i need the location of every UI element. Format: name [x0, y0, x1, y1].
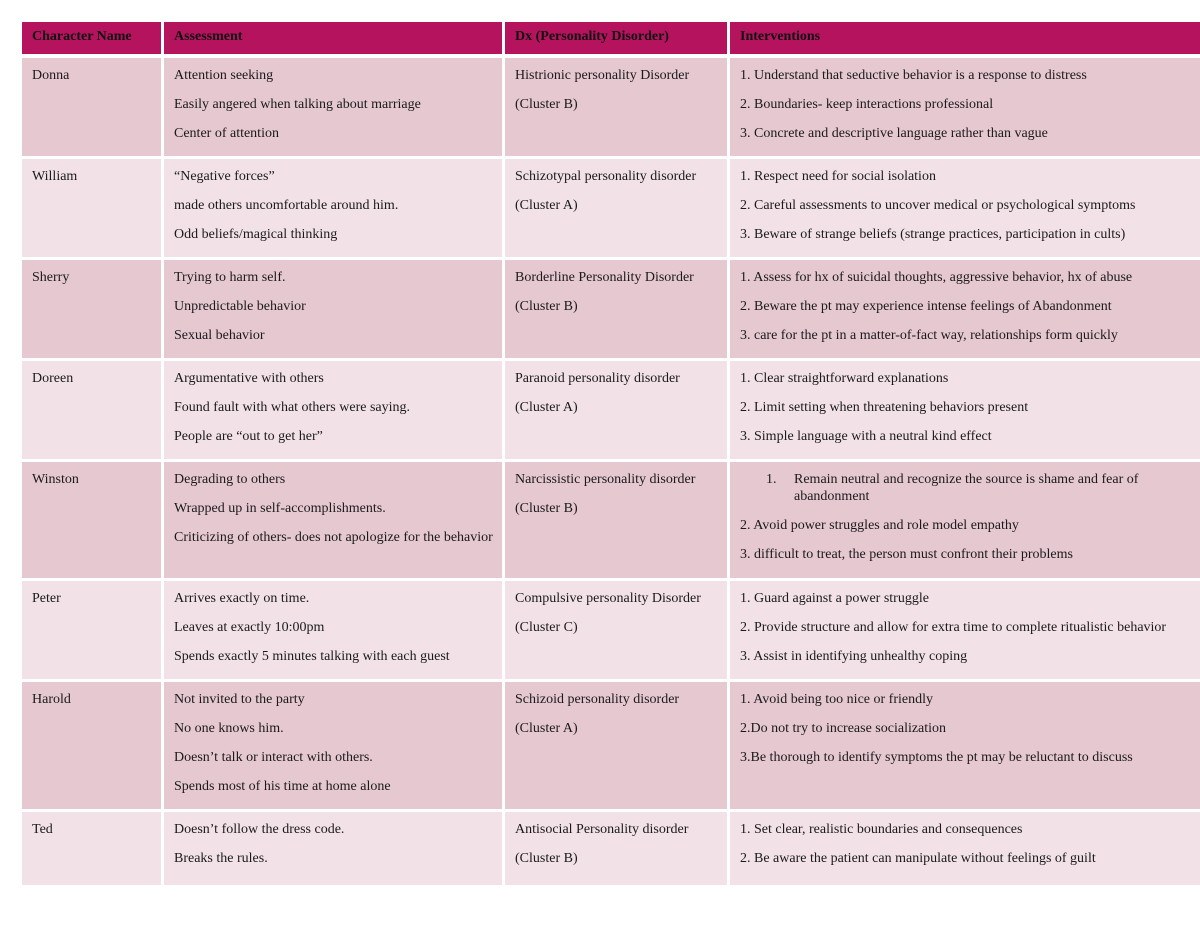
dx-line: Schizotypal personality disorder [515, 169, 697, 184]
dx-cluster: (Cluster C) [515, 620, 578, 635]
assessment-line: Attention seeking [174, 68, 274, 83]
character-name: Harold [22, 682, 164, 812]
intervention-line: 1. Assess for hx of suicidal thoughts, aggressive behavior, hx of abuse [740, 270, 1133, 285]
table-row [22, 58, 1200, 159]
interventions-cell [730, 58, 1200, 159]
dx-cell [505, 682, 730, 812]
table-row [22, 361, 1200, 462]
table-row [22, 682, 1200, 812]
intervention-line: 3. Beware of strange beliefs (strange practices, participation in cults) [740, 227, 1126, 242]
character-name: William [22, 159, 164, 260]
intervention-line: 2.Do not try to increase socialization [740, 721, 947, 736]
intervention-line: 2. Limit setting when threatening behaviors present [740, 400, 1029, 415]
character-name: Peter [22, 581, 164, 682]
intervention-text: Remain neutral and recognize the source is shame and fear of abandonment [794, 472, 1139, 504]
dx-cluster: (Cluster B) [515, 299, 578, 314]
dx-line: Histrionic personality Disorder [515, 68, 690, 83]
character-name: Donna [22, 58, 164, 159]
header-dx: Dx (Personality Disorder) [505, 22, 730, 58]
assessment-line: Leaves at exactly 10:00pm [174, 620, 325, 635]
intervention-line: 3. Assist in identifying unhealthy coping [740, 649, 968, 664]
assessment-line: Spends exactly 5 minutes talking with each guest [174, 649, 450, 664]
character-name: Doreen [22, 361, 164, 462]
assessment-line: “Negative forces” [174, 169, 275, 184]
dx-cell [505, 462, 730, 581]
assessment-cell [164, 361, 505, 462]
assessment-line: Center of attention [174, 126, 279, 141]
assessment-cell [164, 682, 505, 812]
assessment-cell [164, 159, 505, 260]
intervention-line: 2. Be aware the patient can manipulate without feelings of guilt [740, 851, 1096, 866]
assessment-line: Doesn’t follow the dress code. [174, 822, 345, 837]
intervention-line: 2. Avoid power struggles and role model empathy [740, 518, 1019, 533]
interventions-cell [730, 260, 1200, 361]
interventions-cell [730, 581, 1200, 682]
interventions-cell [730, 812, 1200, 888]
dx-cluster: (Cluster B) [515, 97, 578, 112]
interventions-cell [730, 361, 1200, 462]
header-interventions: Interventions [730, 22, 1200, 58]
assessment-line: Criticizing of others- does not apologize for the behavior [174, 530, 493, 545]
intervention-line: 3.Be thorough to identify symptoms the pt may be reluctant to discuss [740, 750, 1133, 765]
intervention-line: 2. Boundaries- keep interactions professional [740, 97, 994, 112]
interventions-cell [730, 462, 1200, 581]
table-row [22, 812, 1200, 888]
dx-cluster: (Cluster A) [515, 198, 578, 213]
personality-disorder-table [22, 22, 1200, 888]
dx-cluster: (Cluster A) [515, 721, 578, 736]
assessment-line: Spends most of his time at home alone [174, 779, 391, 794]
assessment-line: Sexual behavior [174, 328, 265, 343]
dx-cell [505, 581, 730, 682]
dx-cell [505, 812, 730, 888]
assessment-cell [164, 581, 505, 682]
assessment-cell [164, 58, 505, 159]
assessment-cell [164, 462, 505, 581]
intervention-line [740, 471, 1200, 505]
table-row [22, 159, 1200, 260]
assessment-line: Odd beliefs/magical thinking [174, 227, 338, 242]
intervention-line: 1. Respect need for social isolation [740, 169, 936, 184]
personality-disorder-table-wrapper [22, 22, 1200, 888]
dx-line: Narcissistic personality disorder [515, 472, 696, 487]
interventions-cell [730, 159, 1200, 260]
table-row [22, 581, 1200, 682]
intervention-line: 1. Set clear, realistic boundaries and consequences [740, 822, 1023, 837]
dx-cell [505, 361, 730, 462]
dx-line: Compulsive personality Disorder [515, 591, 701, 606]
list-number: 1. [766, 472, 777, 487]
dx-cell [505, 58, 730, 159]
assessment-line: Found fault with what others were saying. [174, 400, 411, 415]
table-row [22, 462, 1200, 581]
intervention-line: 1. Avoid being too nice or friendly [740, 692, 933, 707]
intervention-line: 1. Understand that seductive behavior is a response to distress [740, 68, 1087, 83]
assessment-line: Wrapped up in self-accomplishments. [174, 501, 386, 516]
assessment-line: Easily angered when talking about marriage [174, 97, 421, 112]
character-name: Winston [22, 462, 164, 581]
dx-line: Borderline Personality Disorder [515, 270, 694, 285]
header-assessment: Assessment [164, 22, 505, 58]
character-name: Ted [22, 812, 164, 888]
assessment-cell [164, 260, 505, 361]
intervention-line: 2. Careful assessments to uncover medical or psychological symptoms [740, 198, 1136, 213]
dx-line: Paranoid personality disorder [515, 371, 680, 386]
assessment-line: Not invited to the party [174, 692, 305, 707]
header-row [22, 22, 1200, 58]
assessment-line: Degrading to others [174, 472, 286, 487]
assessment-line: Argumentative with others [174, 371, 324, 386]
intervention-line: 1. Guard against a power struggle [740, 591, 929, 606]
dx-cluster: (Cluster B) [515, 501, 578, 516]
dx-cluster: (Cluster A) [515, 400, 578, 415]
assessment-line: No one knows him. [174, 721, 284, 736]
dx-cell [505, 159, 730, 260]
dx-cluster: (Cluster B) [515, 851, 578, 866]
table-row [22, 260, 1200, 361]
intervention-line: 3. Simple language with a neutral kind effect [740, 429, 992, 444]
assessment-line: Unpredictable behavior [174, 299, 306, 314]
intervention-line: 3. Concrete and descriptive language rather than vague [740, 126, 1048, 141]
intervention-line: 1. Clear straightforward explanations [740, 371, 949, 386]
assessment-cell [164, 812, 505, 888]
intervention-line: 2. Provide structure and allow for extra time to complete ritualistic behavior [740, 620, 1167, 635]
assessment-line: Arrives exactly on time. [174, 591, 310, 606]
intervention-line: 2. Beware the pt may experience intense feelings of Abandonment [740, 299, 1112, 314]
dx-cell [505, 260, 730, 361]
character-name: Sherry [22, 260, 164, 361]
header-character-name: Character Name [22, 22, 164, 58]
dx-line: Antisocial Personality disorder [515, 822, 689, 837]
assessment-line: Breaks the rules. [174, 851, 268, 866]
assessment-line: Trying to harm self. [174, 270, 286, 285]
intervention-line: 3. care for the pt in a matter-of-fact way, relationships form quickly [740, 328, 1118, 343]
assessment-line: People are “out to get her” [174, 429, 323, 444]
assessment-line: Doesn’t talk or interact with others. [174, 750, 373, 765]
interventions-cell [730, 682, 1200, 812]
assessment-line: made others uncomfortable around him. [174, 198, 399, 213]
dx-line: Schizoid personality disorder [515, 692, 680, 707]
intervention-line: 3. difficult to treat, the person must confront their problems [740, 547, 1073, 562]
